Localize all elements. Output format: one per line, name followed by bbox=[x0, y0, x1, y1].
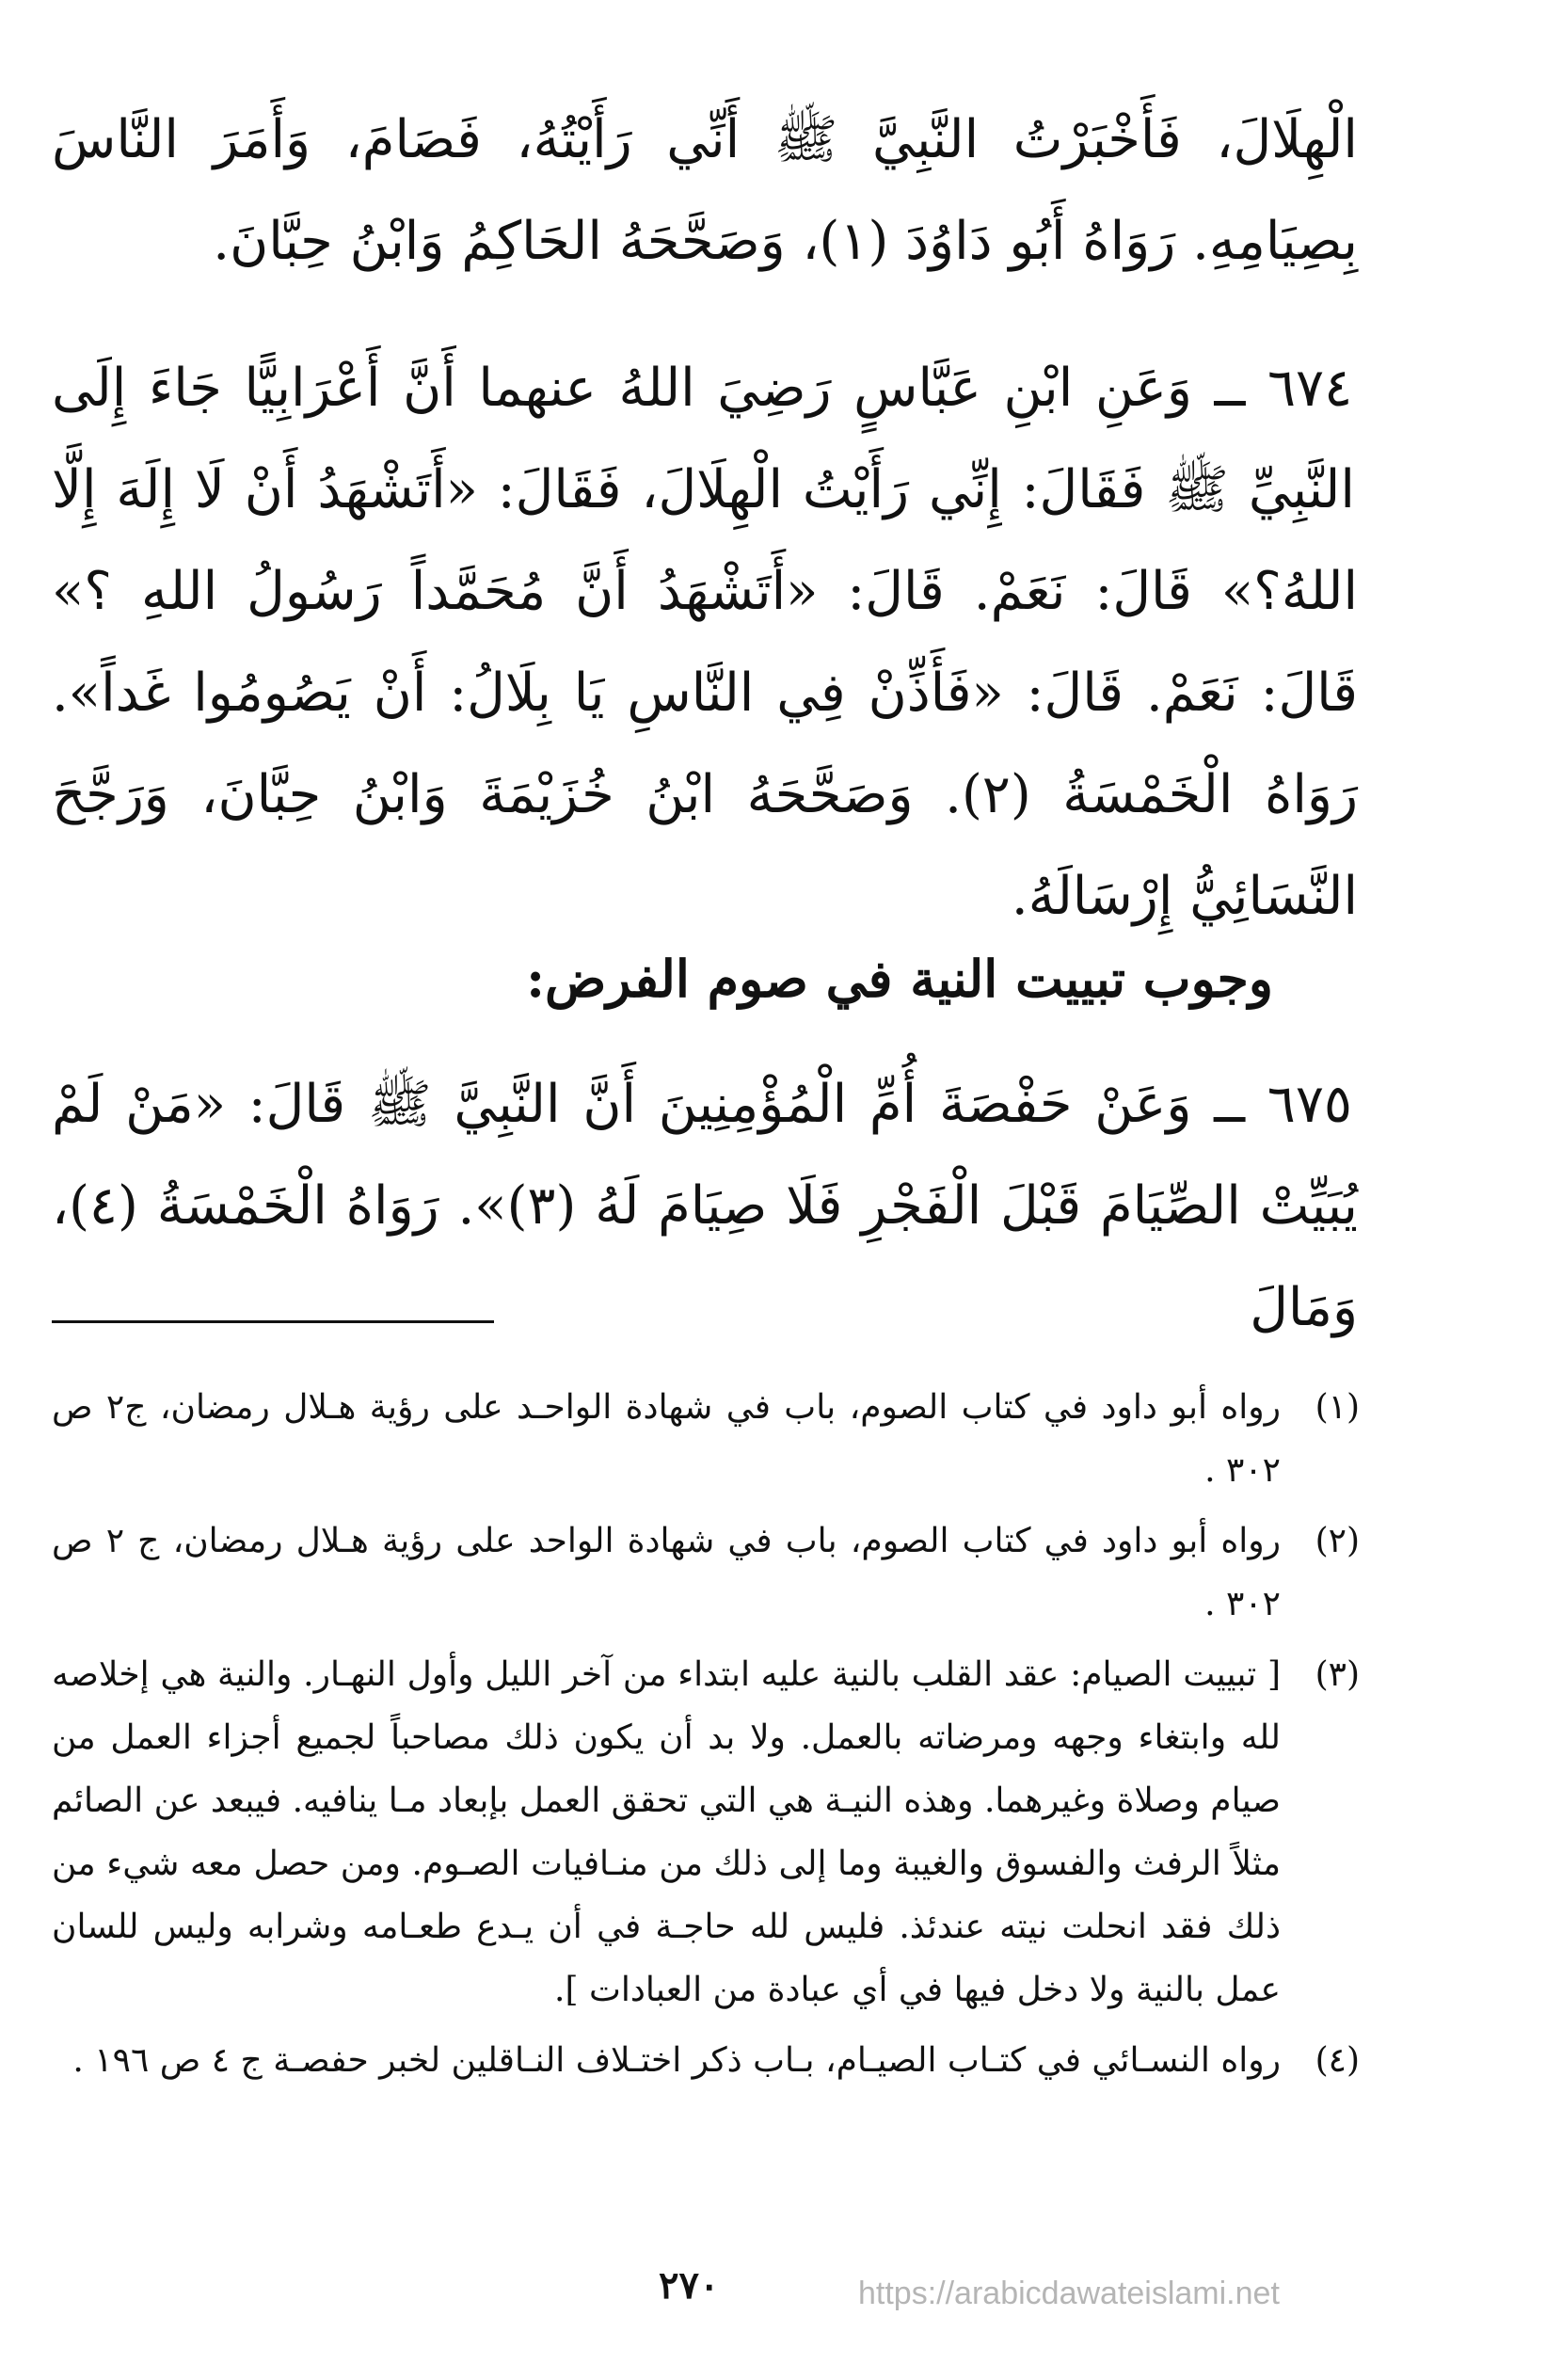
page-number: ٢٧٠ bbox=[659, 2263, 720, 2308]
footnote-3 bbox=[52, 1643, 1360, 2021]
text-line: النَّبِيِّ ﷺ فَقَالَ: إِنِّي رَأَيْتُ الْهِلَالَ، فَقَالَ: «أَتَشْهَدُ أَنْ لَا إِلَهَ إِلَّا bbox=[52, 459, 1355, 520]
paragraph-gap bbox=[52, 293, 1358, 338]
footnote-number: (١) bbox=[1315, 1388, 1360, 1427]
text-line: ٦٧٤ ــ وَعَنِ ابْنِ عَبَّاسٍ رَضِيَ اللهُ عنهما أَنَّ أَعْرَابِيًّا جَاءَ إِلَى bbox=[52, 358, 1353, 419]
hadith-674 bbox=[52, 338, 1358, 948]
text-line: اللهُ؟» قَالَ: نَعَمْ. قَالَ: «أَتَشْهَدُ أَنَّ مُحَمَّداً رَسُولُ اللهِ ؟» قَالَ: نَعَمْ. bbox=[52, 561, 1358, 724]
footnote-4 bbox=[52, 2029, 1360, 2092]
text-line: رَوَاهُ أَبُو دَاوُدَ (١)، وَصَحَّحَهُ الحَاكِمُ وَابْنُ حِبَّانَ. bbox=[213, 211, 1176, 272]
footnote-2 bbox=[52, 1509, 1360, 1636]
footnote-text: رواه أبو داود في كتاب الصوم، باب في شهادة الواحد على رؤية هـلال رمضان، ج ٢ ص ٣٠٢ . bbox=[52, 1522, 1282, 1623]
text-line: وَصَحَّحَهُ ابْنُ خُزَيْمَةَ وَابْنُ حِبَّانَ، وَرَجَّحَ النَّسَائِيُّ إِرْسَالَهُ. bbox=[52, 764, 1358, 927]
footnote-text: رواه أبو داود في كتاب الصوم، باب في شهادة الواحـد على رؤية هـلال رمضان، ج٢ ص ٣٠٢ . bbox=[52, 1388, 1281, 1490]
text-line: قَالَ: «فَأَذِّنْ فِي النَّاسِ يَا بِلَالُ: أَنْ يَصُومُوا غَداً». رَوَاهُ الْخَمْسَةُ (٢). bbox=[52, 663, 1358, 825]
main-text bbox=[52, 89, 1358, 948]
footnote-number: (٤) bbox=[1315, 2041, 1360, 2080]
section-heading: وجوب تبييت النية في صوم الفرض: bbox=[526, 949, 1273, 1009]
text-line: يُبَيِّتْ الصِّيَامَ قَبْلَ الْفَجْرِ فَلَا صِيَامَ لَهُ (٣)». رَوَاهُ الْخَمْسَةُ (٤)، وَمَالَ bbox=[52, 1175, 1358, 1338]
footnotes bbox=[52, 1376, 1360, 2100]
footnote-number: (٣) bbox=[1315, 1655, 1360, 1694]
text-line: ٦٧٥ ــ وَعَنْ حَفْصَةَ أُمِّ الْمُؤْمِنِينَ أَنَّ النَّبِيَّ ﷺ قَالَ: «مَنْ لَمْ bbox=[52, 1074, 1352, 1135]
watermark-url: https://arabicdawateislami.net bbox=[858, 2276, 1280, 2311]
text-line: الْهِلَالَ، فَأَخْبَرْتُ النَّبِيَّ ﷺ أَنِّي رَأَيْتُهُ، فَصَامَ، وَأَمَرَ النَّاسَ بِصِيَامِهِ. bbox=[52, 109, 1358, 272]
paragraph-hilal-end bbox=[52, 89, 1358, 293]
footnote-divider bbox=[52, 1320, 494, 1323]
footnote-number: (٢) bbox=[1315, 1522, 1360, 1560]
hadith-675 bbox=[52, 1054, 1358, 1359]
footnote-text: رواه النسـائي في كتـاب الصيـام، بـاب ذكر اختـلاف النـاقلين لخبر حفصـة ج ٤ ص ١٩٦ . bbox=[72, 2041, 1281, 2080]
footnote-text: [ تبييت الصيام: عقد القلب بالنية عليه ابتداء من آخر الليل وأول النهـار. والنية هي إخلاصه لله وابتغاء وجهه ومرضاته بالعمل. ولا بد أن يكون ذلك مصاحباً لجميع أجزاء العمل من صيام وصلاة وغيرهما. وهذه النيـة هي التي تحقق العمل بإبعاد مـا ينافيه. فيبعد عن الصائم مثلاً الرفث والفسوق والغيبة وما إلى ذلك من منـافيات الصـوم. ومن حصل معه شيء من ذلك فقد انحلت نيته عندئذ. فليس لله حاجـة في أن يـدع طعـامه وشرابه وليس للسان عمل بالنية ولا دخل فيها في أي عبادة من العبادات ]. bbox=[52, 1655, 1281, 2009]
footnote-1 bbox=[52, 1376, 1360, 1502]
